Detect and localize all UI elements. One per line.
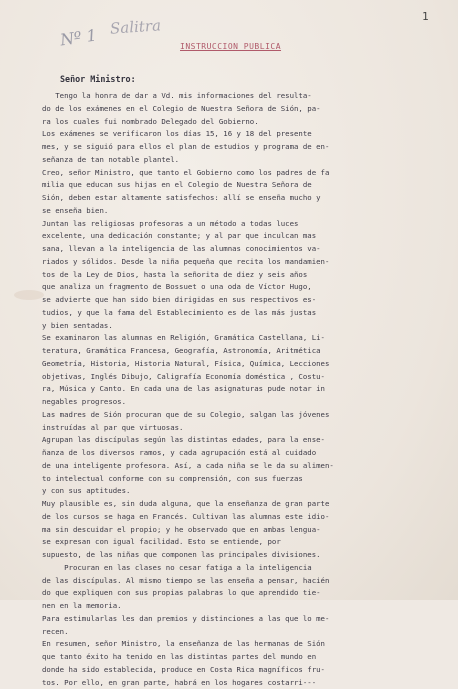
body-line: de los cursos se haga en Francés. Cultivan las alumnas este idio- [42,511,434,524]
body-line: Juntan las religiosas profesoras a un método a todas luces [42,218,434,231]
body-line: tos. Por ello, en gran parte, habrá en los hogares costarri--- [42,677,434,689]
body-line: Las madres de Sión procuran que de su Colegio, salgan las jóvenes [42,409,434,422]
body-line: se expresan con igual facilidad. Esto se entiende, por [42,536,434,549]
body-line: y bien sentadas. [42,320,434,333]
body-line: que tanto éxito ha tenido en las distintas partes del mundo en [42,651,434,664]
body-line: negables progresos. [42,396,434,409]
body-line: supuesto, de las niñas que componen las principales divisiones. [42,549,434,562]
document-header: INSTRUCCION PUBLICA [180,42,281,51]
body-line: do que expliquen con sus propias palabras lo que aprendido tie- [42,587,434,600]
body-line: Muy plausible es, sin duda alguna, que la enseñanza de gran parte [42,498,434,511]
document-body [42,90,434,689]
body-line: Se examinaron las alumnas en Religión, Gramática Castellana, Li- [42,332,434,345]
body-line: ma sin descuidar el propio; y he observado que en ambas lengua- [42,524,434,537]
body-line: donde ha sido establecida, produce en Costa Rica magníficos fru- [42,664,434,677]
body-line: Geometría, Historia, Historia Natural, Física, Química, Lecciones [42,358,434,371]
body-line: milia que educan sus hijas en el Colegio de Nuestra Señora de [42,179,434,192]
body-line: riados y sólidos. Desde la niña pequeña que recita los mandamien- [42,256,434,269]
body-line: teratura, Gramática Francesa, Geografía, Astronomía, Aritmética [42,345,434,358]
body-line: Tengo la honra de dar a Vd. mis informaciones del resulta- [42,90,434,103]
salutation: Señor Ministro: [60,74,136,84]
body-line: se advierte que han sido bien dirigidas en sus respectivos es- [42,294,434,307]
paper-stain [14,290,44,300]
body-line: Sión, deben estar altamente satisfechos: allí se enseña mucho y [42,192,434,205]
body-line: tos de la Ley de Dios, hasta la señorita de diez y seis años [42,269,434,282]
body-line: Agrupan las discípulas según las distintas edades, para la ense- [42,434,434,447]
body-line: ra los cuales fui nombrado Delegado del Gobierno. [42,116,434,129]
body-line: tudios, y que la fama del Establecimiento es de las más justas [42,307,434,320]
body-line: Los exámenes se verificaron los días 15, 16 y 18 del presente [42,128,434,141]
body-line: Procuran en las clases no cesar fatiga a la inteligencia [42,562,434,575]
body-line: objetivas, Inglés Dibujo, Caligrafía Economía doméstica , Costu- [42,371,434,384]
body-line: instruídas al par que virtuosas. [42,422,434,435]
body-line: y con sus aptitudes. [42,485,434,498]
body-line: de las discípulas. Al mismo tiempo se las enseña a pensar, hacién [42,575,434,588]
body-line: sana, llevan a la inteligencia de las alumnas conocimientos va- [42,243,434,256]
body-line: de una inteligente profesora. Así, a cada niña se le da su alimen- [42,460,434,473]
body-line: Para estimularlas les dan premios y distinciones a las que lo me- [42,613,434,626]
body-line: Creo, señor Ministro, que tanto el Gobierno como los padres de fa [42,167,434,180]
body-line: señanza de tan notable plantel. [42,154,434,167]
body-line: ra, Música y Canto. En cada una de las asignaturas pude notar in [42,383,434,396]
body-line: to intelectual conforme con su comprensión, con sus fuerzas [42,473,434,486]
body-line: nen en la memoria. [42,600,434,613]
body-line: mes, y se siguió para ellos el plan de estudios y programa de en- [42,141,434,154]
handwritten-mark-2: Salitra [109,16,161,38]
body-line: En resumen, señor Ministro, la enseñanza de las hermanas de Sión [42,638,434,651]
page-number: 1 [422,10,429,23]
body-line: ñanza de los diversos ramos, y cada agrupación está al cuidado [42,447,434,460]
body-line: se enseña bien. [42,205,434,218]
body-line: excelente, una dedicación constante; y al par que inculcan mas [42,230,434,243]
body-line: do de los exámenes en el Colegio de Nuestra Señora de Sión, pa- [42,103,434,116]
body-line: recen. [42,626,434,639]
body-line: que analiza un fragmento de Bossuet o una oda de Víctor Hugo, [42,281,434,294]
handwritten-mark-1: Nº 1 [59,26,98,50]
